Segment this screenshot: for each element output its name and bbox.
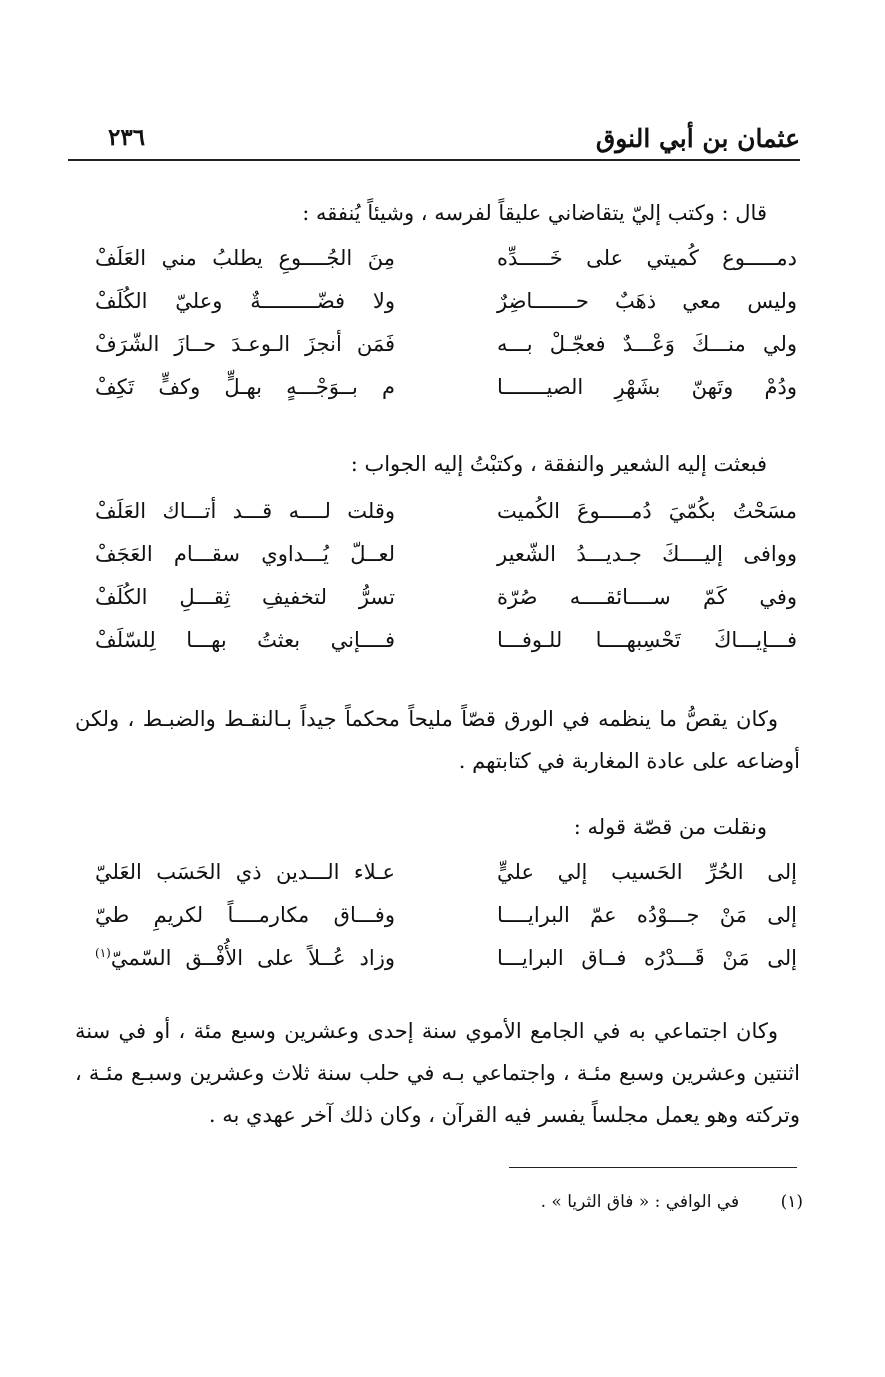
verse-first-hemistich: فـــإيـــاكَ تَحْسِبهــــا للـوفـــا: [497, 628, 797, 652]
verse-line: [95, 332, 797, 375]
verse-line: [95, 542, 797, 585]
body-paragraph-5: وكان اجتماعي به في الجامع الأموي سنة إحدى وعشرين وسبع مئة ، أو في سنة اثنتين وعشرين وسبع مئـة ، واجتماعي بـه في حلب سنة ثلاث وعشرين وسبـع مئـة ، وتركته وهو يعمل مجلساً يفسر فيه القرآن ، وكان ذلك آخر عهدي به .: [75, 1019, 800, 1127]
verse-second-hemistich: ولا فضّـــــــــةٌ وعليّ الكُلَفْ: [95, 289, 395, 313]
verse-first-hemistich: إلى مَنْ جـــوْدُه عمّ البرايــــا: [497, 903, 797, 927]
verse-second-hemistich: م بــوَجْـــهٍ بهـلٍّ وكفٍّ تَكِفْ: [95, 375, 395, 399]
verse-second-hemistich: مِنَ الجُــــوعِ يطلبُ مني العَلَفْ: [95, 246, 395, 270]
verse-second-hemistich: فَمَن أنجزَ الـوعـدَ حــازَ الشّرَفْ: [95, 332, 395, 356]
verse-second-hemistich: عـلاء الـــدين ذي الحَسَب العَليّ: [95, 860, 395, 884]
verse-line: [95, 499, 797, 542]
verse-line: [95, 860, 797, 903]
header-divider: [68, 159, 800, 161]
verse-first-hemistich: وفي كَمّ ســــائقــــه صُرّة: [497, 585, 797, 609]
poem-2: [95, 499, 797, 671]
verse-first-hemistich: مسَحْتُ بكُمّيَ دُمـــــوعَ الكُميت: [497, 499, 797, 523]
intro-paragraph-2: فبعثت إليه الشعير والنفقة ، وكتبْتُ إليه الجواب :: [350, 452, 767, 476]
intro-paragraph-4: ونقلت من قصّة قوله :: [573, 815, 767, 839]
poem-1: [95, 246, 797, 418]
verse-second-hemistich: [95, 946, 395, 970]
header-title: عثمان بن أبي النوق: [595, 124, 800, 153]
verse-first-hemistich: إلى الحُرِّ الحَسيب إلي عليٍّ: [497, 860, 797, 884]
verse-first-hemistich: وليس معي ذهَبٌ حـــــــاضِرٌ: [497, 289, 797, 313]
poem-3: [95, 860, 797, 989]
footnote-text: في الوافي : « فاق الثريا » .: [540, 1192, 740, 1212]
verse-second-hemistich: وقلت لــــه قـــد أتـــاك العَلَفْ: [95, 499, 395, 523]
verse-line: [95, 375, 797, 418]
running-header: [70, 120, 800, 160]
verse-line: [95, 246, 797, 289]
verse-second-hemistich-text: وزاد عُــلاً على الأُفْــق السّميّ: [110, 946, 395, 970]
footnote: [541, 1192, 803, 1212]
verse-first-hemistich: دمـــــوع كُميتي على خَـــــدِّه: [497, 246, 797, 270]
verse-line: [95, 289, 797, 332]
footnote-number: (١): [780, 1192, 803, 1212]
verse-second-hemistich: لعــلّ يُـــداوي سقـــام العَجَفْ: [95, 542, 395, 566]
verse-line: [95, 628, 797, 671]
verse-first-hemistich: إلى مَنْ قَـــدْرُه فــاق البرايـــا: [497, 946, 797, 970]
body-paragraph-3: وكان يقصُّ ما ينظمه في الورق قصّاً مليحاً محكماً جيداً بـالنقـط والضبـط ، ولكن أوضاعه على عادة المغاربة في كتابتهم .: [75, 707, 800, 773]
verse-line: [95, 903, 797, 946]
verse-first-hemistich: ووافى إليــــكَ جـديـــدُ الشّعير: [497, 542, 797, 566]
intro-paragraph-1: قال : وكتب إليّ يتقاضاني عليقاً لفرسه ، وشيئاً يُنفقه :: [302, 201, 767, 225]
verse-second-hemistich: فــــإني بعثتُ بهـــا لِلسّلَفْ: [95, 628, 395, 652]
verse-first-hemistich: ودُمْ وتَهنّ بشَهْرِ الصيـــــــا: [497, 375, 797, 399]
page-number: ٢٣٦: [108, 124, 146, 151]
verse-line: [95, 585, 797, 628]
footnote-marker[interactable]: (١): [95, 946, 111, 960]
verse-second-hemistich: وفـــاق مكارمــــاً لكريمِ طيّ: [95, 903, 395, 927]
verse-first-hemistich: ولي منـــكَ وَعْـــدٌ فعجّـلْ بـــه: [497, 332, 797, 356]
verse-second-hemistich: تسرُّ لتخفيفِ ثِقـــلِ الكُلَفْ: [95, 585, 395, 609]
footnote-divider: [509, 1167, 797, 1168]
verse-line: [95, 946, 797, 989]
